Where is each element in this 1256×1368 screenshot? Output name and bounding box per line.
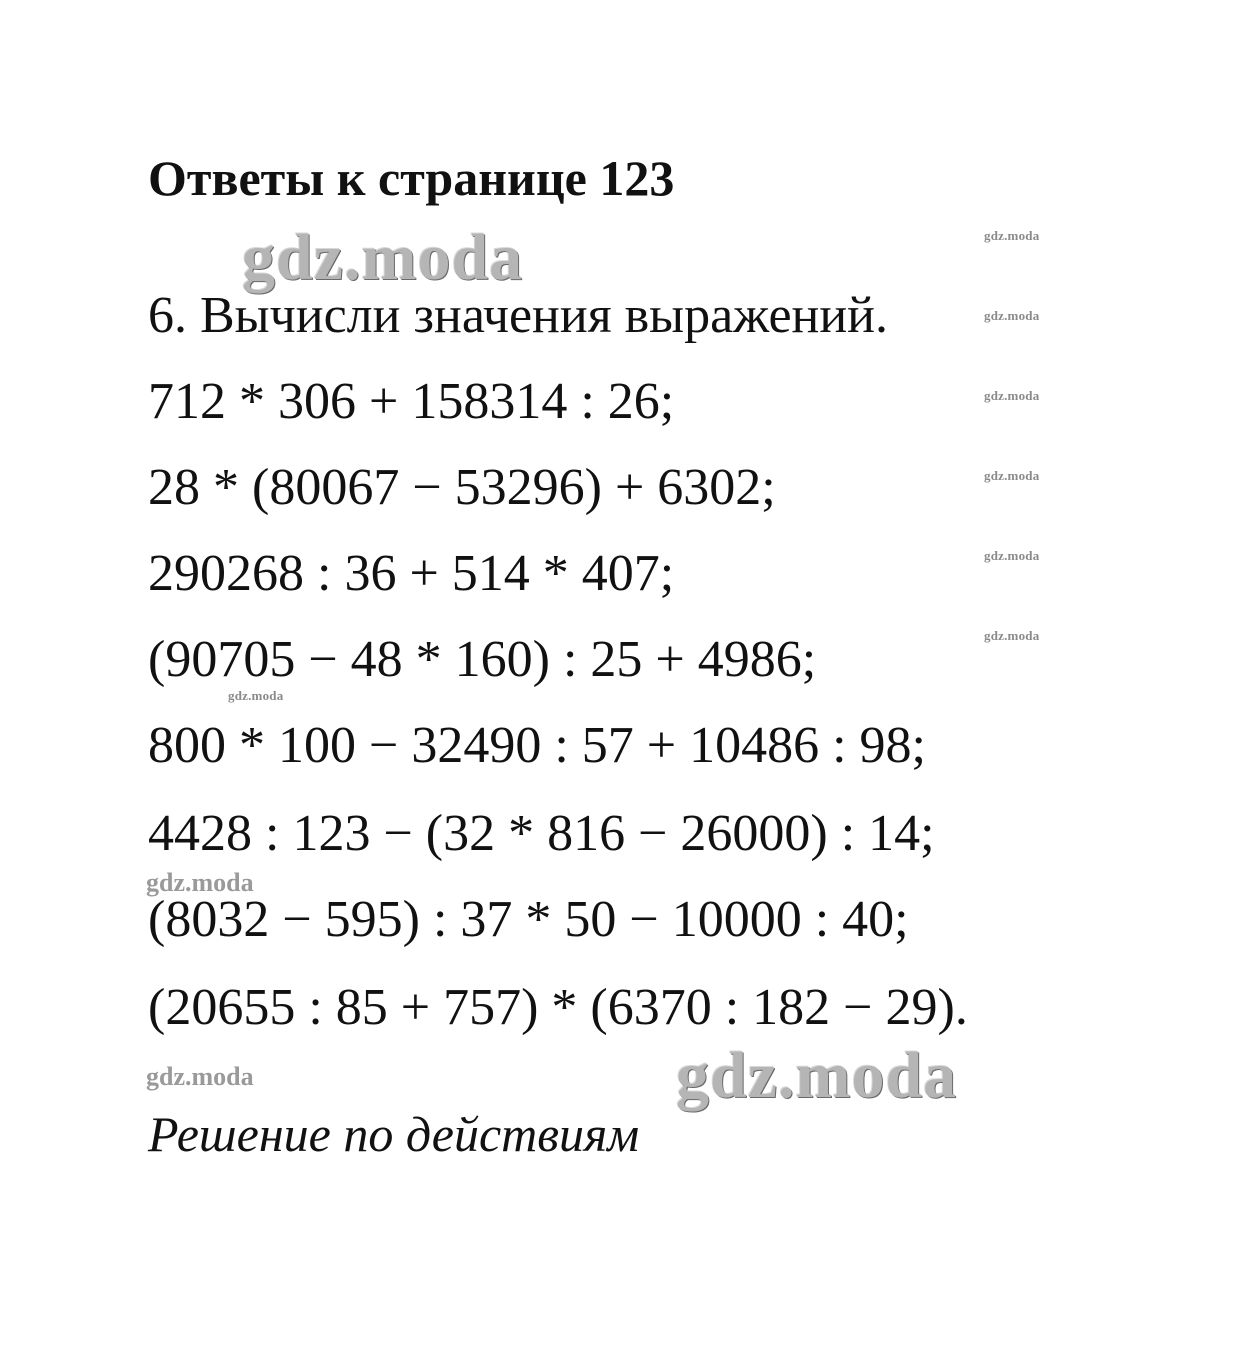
watermark-small: gdz.moda xyxy=(984,308,1040,323)
page-title: Ответы к странице 123 xyxy=(148,150,675,206)
watermark-medium: gdz.moda xyxy=(146,868,254,897)
solution-label: Решение по действиям xyxy=(148,1106,640,1162)
watermark-large: gdz.moda xyxy=(242,221,524,294)
expression-1: 712 * 306 + 158314 : 26; xyxy=(148,373,675,430)
expression-8: (20655 : 85 + 757) * (6370 : 182 − 29). xyxy=(148,979,968,1036)
expression-3: 290268 : 36 + 514 * 407; xyxy=(148,545,675,602)
expression-7: (8032 − 595) : 37 * 50 − 10000 : 40; xyxy=(148,891,909,948)
watermark-large: gdz.moda xyxy=(676,1039,958,1112)
watermark-small: gdz.moda xyxy=(228,688,284,703)
watermark-small: gdz.moda xyxy=(984,468,1040,483)
expression-2: 28 * (80067 − 53296) + 6302; xyxy=(148,459,776,516)
watermark-medium: gdz.moda xyxy=(146,1062,254,1091)
task-heading: 6. Вычисли значения выражений. xyxy=(148,287,889,344)
expression-5: 800 * 100 − 32490 : 57 + 10486 : 98; xyxy=(148,717,926,774)
watermark-small: gdz.moda xyxy=(984,628,1040,643)
expression-6: 4428 : 123 − (32 * 816 − 26000) : 14; xyxy=(148,805,935,862)
watermark-small: gdz.moda xyxy=(984,548,1040,563)
expression-4: (90705 − 48 * 160) : 25 + 4986; xyxy=(148,631,817,688)
watermark-small: gdz.moda xyxy=(984,228,1040,243)
watermark-small: gdz.moda xyxy=(984,388,1040,403)
